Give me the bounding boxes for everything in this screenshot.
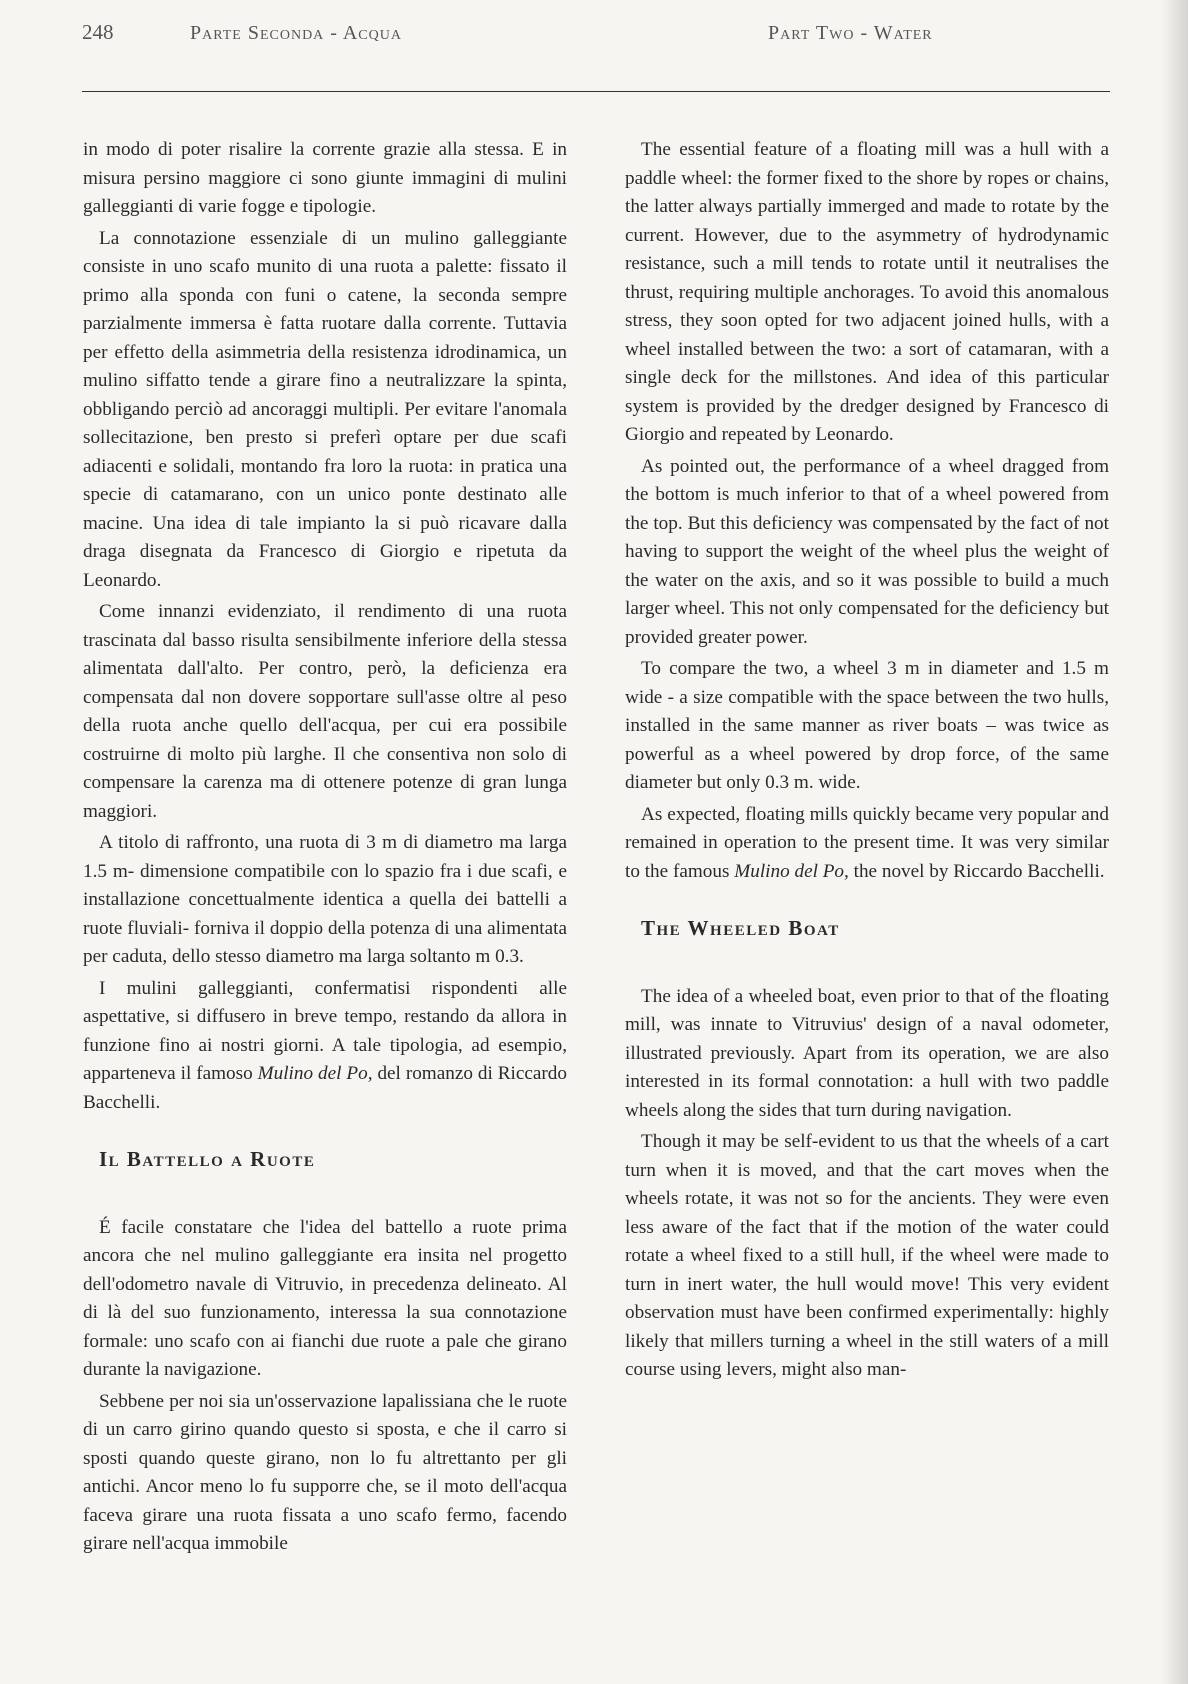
italian-paragraph: in modo di poter risalire la corrente grazie alla stessa. E in misura persino maggiore ci sono giunte immagini di mulini galleggianti di varie fogge e tipologie. [83,139,567,217]
page-edge-shadow [1162,0,1188,1684]
page-number: 248 [82,20,114,44]
english-paragraph: The idea of a wheeled boat, even prior to that of the floating mill, was innate to Vitruvius' design of a naval odometer, illustrated previously. Apart from its operation, we are also interested in its formal connotation: a hull with two paddle wheels along the sides that turn during navigation. [625,985,1109,1121]
english-paragraph [625,801,1109,887]
english-paragraph: Though it may be self-evident to us that the wheels of a cart turn when it is moved, and that the cart moves when the wheels rotate, it was not so for the ancients. They were even less aware of the fact that if the motion of the water could rotate a wheel fixed to a still hull, if the wheel were made to turn in inert water, the hull would move! This very evident observation must have been confirmed experimentally: highly likely that millers turning a wheel in the still waters of a mill course using levers, might also man- [625,1131,1109,1380]
book-title: Mulino del Po, [734,860,849,882]
italian-paragraph: É facile constatare che l'idea del battello a ruote prima ancora che nel mulino galleggiante era insita nel progetto dell'odometro navale di Vitruvio, in precedenza delineato. Al di là del suo funzionamento, interessa la sua connotazione formale: uno scafo con ai fianchi due ruote a pale che girano durante la navigazione. [83,1216,567,1380]
text-run: the novel by Riccardo Bacchelli. [848,860,1105,882]
italian-paragraph [83,975,567,1118]
text-run: As expected, floating mills quickly became very popular and remained in operation to the present time. It was very similar to the famous [625,803,1109,882]
italian-column [83,136,567,1559]
english-paragraph: As pointed out, the performance of a wheel dragged from the bottom is much inferior to that of a wheel powered from the top. But this deficiency was compensated by the fact of not having to support the weight of the wheel plus the weight of the water on the axis, and so it was possible to build a much larger wheel. This not only compensated for the deficiency but provided greater power. [625,455,1109,648]
text-run: del romanzo di Riccardo Bacchelli. [83,1063,567,1113]
running-head-english: Part Two - Water [768,22,933,44]
running-head-italian: Parte Seconda - Acqua [190,22,402,44]
italian-paragraph: Sebbene per noi sia un'osservazione lapalissiana che le ruote di un carro girino quando questo si sposta, e che il carro si sposti quando queste girano, non lo fu altrettanto per gli antichi. Ancor meno lo fu supporre che, se il moto dell'acqua faceva girare una ruota fissata a uno scafo fermo, facendo girare nell'acqua immobile [83,1390,567,1554]
english-paragraph: The essential feature of a floating mill was a hull with a paddle wheel: the former fixed to the shore by ropes or chains, the latter always partially immerged and made to rotate by the current. However, due to the asymmetry of hydrodynamic resistance, such a mill tends to rotate until it neutralises the thrust, requiring multiple anchorages. To avoid this anomalous stress, they soon opted for two adjacent joined hulls, with a wheel installed between the two: a sort of catamaran, with a single deck for the millstones. And idea of this particular system is provided by the dredger designed by Francesco di Giorgio and repeated by Leonardo. [625,139,1109,445]
english-paragraph: To compare the two, a wheel 3 m in diameter and 1.5 m wide - a size compatible with the space between the two hulls, installed in the same manner as river boats – was twice as powerful as a wheel powered by drop force, of the same diameter but only 0.3 m. wide. [625,658,1109,793]
section-heading-english: The Wheeled Boat [641,916,840,940]
italian-paragraph: La connotazione essenziale di un mulino galleggiante consiste in uno scafo munito di una ruota a palette: fissato il primo alla sponda con funi o catene, la seconda sempre parzialmente immersa è fatta ruotare dalla corrente. Tuttavia per effetto della asimmetria della resistenza idrodinamica, un mulino siffatto tende a girare fino a neutralizzare la spinta, obbligando perciò ad ancoraggi multipli. Per evitare l'anomala sollecitazione, ben presto si preferì optare per due scafi adiacenti e solidali, montando fra loro la ruota: in pratica una specie di catamarano, con un unico ponte destinato alle macine. Una idea di tale impianto la si può ricavare dalla draga disegnata da Francesco di Giorgio e ripetuta da Leonardo. [83,227,567,591]
book-title: Mulino del Po, [257,1063,373,1084]
italian-paragraph: A titolo di raffronto, una ruota di 3 m di diametro ma larga 1.5 m- dimensione compatibile con lo spazio fra i due scafi, e installazione concettualmente identica a quella dei battelli a ruote fluviali- forniva il doppio della potenza di una alimentata per caduta, dello stesso diametro ma larga soltanto m 0.3. [83,832,567,967]
header-rule [82,91,1110,92]
section-heading-italian: Il Battello a Ruote [99,1147,316,1171]
english-column [625,136,1109,1385]
italian-paragraph: Come innanzi evidenziato, il rendimento di una ruota trascinata dal basso risulta sensibilmente inferiore della stessa alimentata dall'alto. Per contro, però, la deficienza era compensata dal non dovere sopportare sull'asse oltre al peso della ruota anche quello dell'acqua, per cui era possibile costruirne di molto più larghe. Il che consentiva non solo di compensare la carenza ma di ottenere potenze di gran lunga maggiori. [83,601,567,822]
text-run: I mulini galleggianti, confermatisi rispondenti alle aspettative, si diffusero in breve tempo, restando da allora in funzione fino ai nostri giorni. A tale tipologia, ad esempio, apparteneva il famoso [83,977,567,1084]
